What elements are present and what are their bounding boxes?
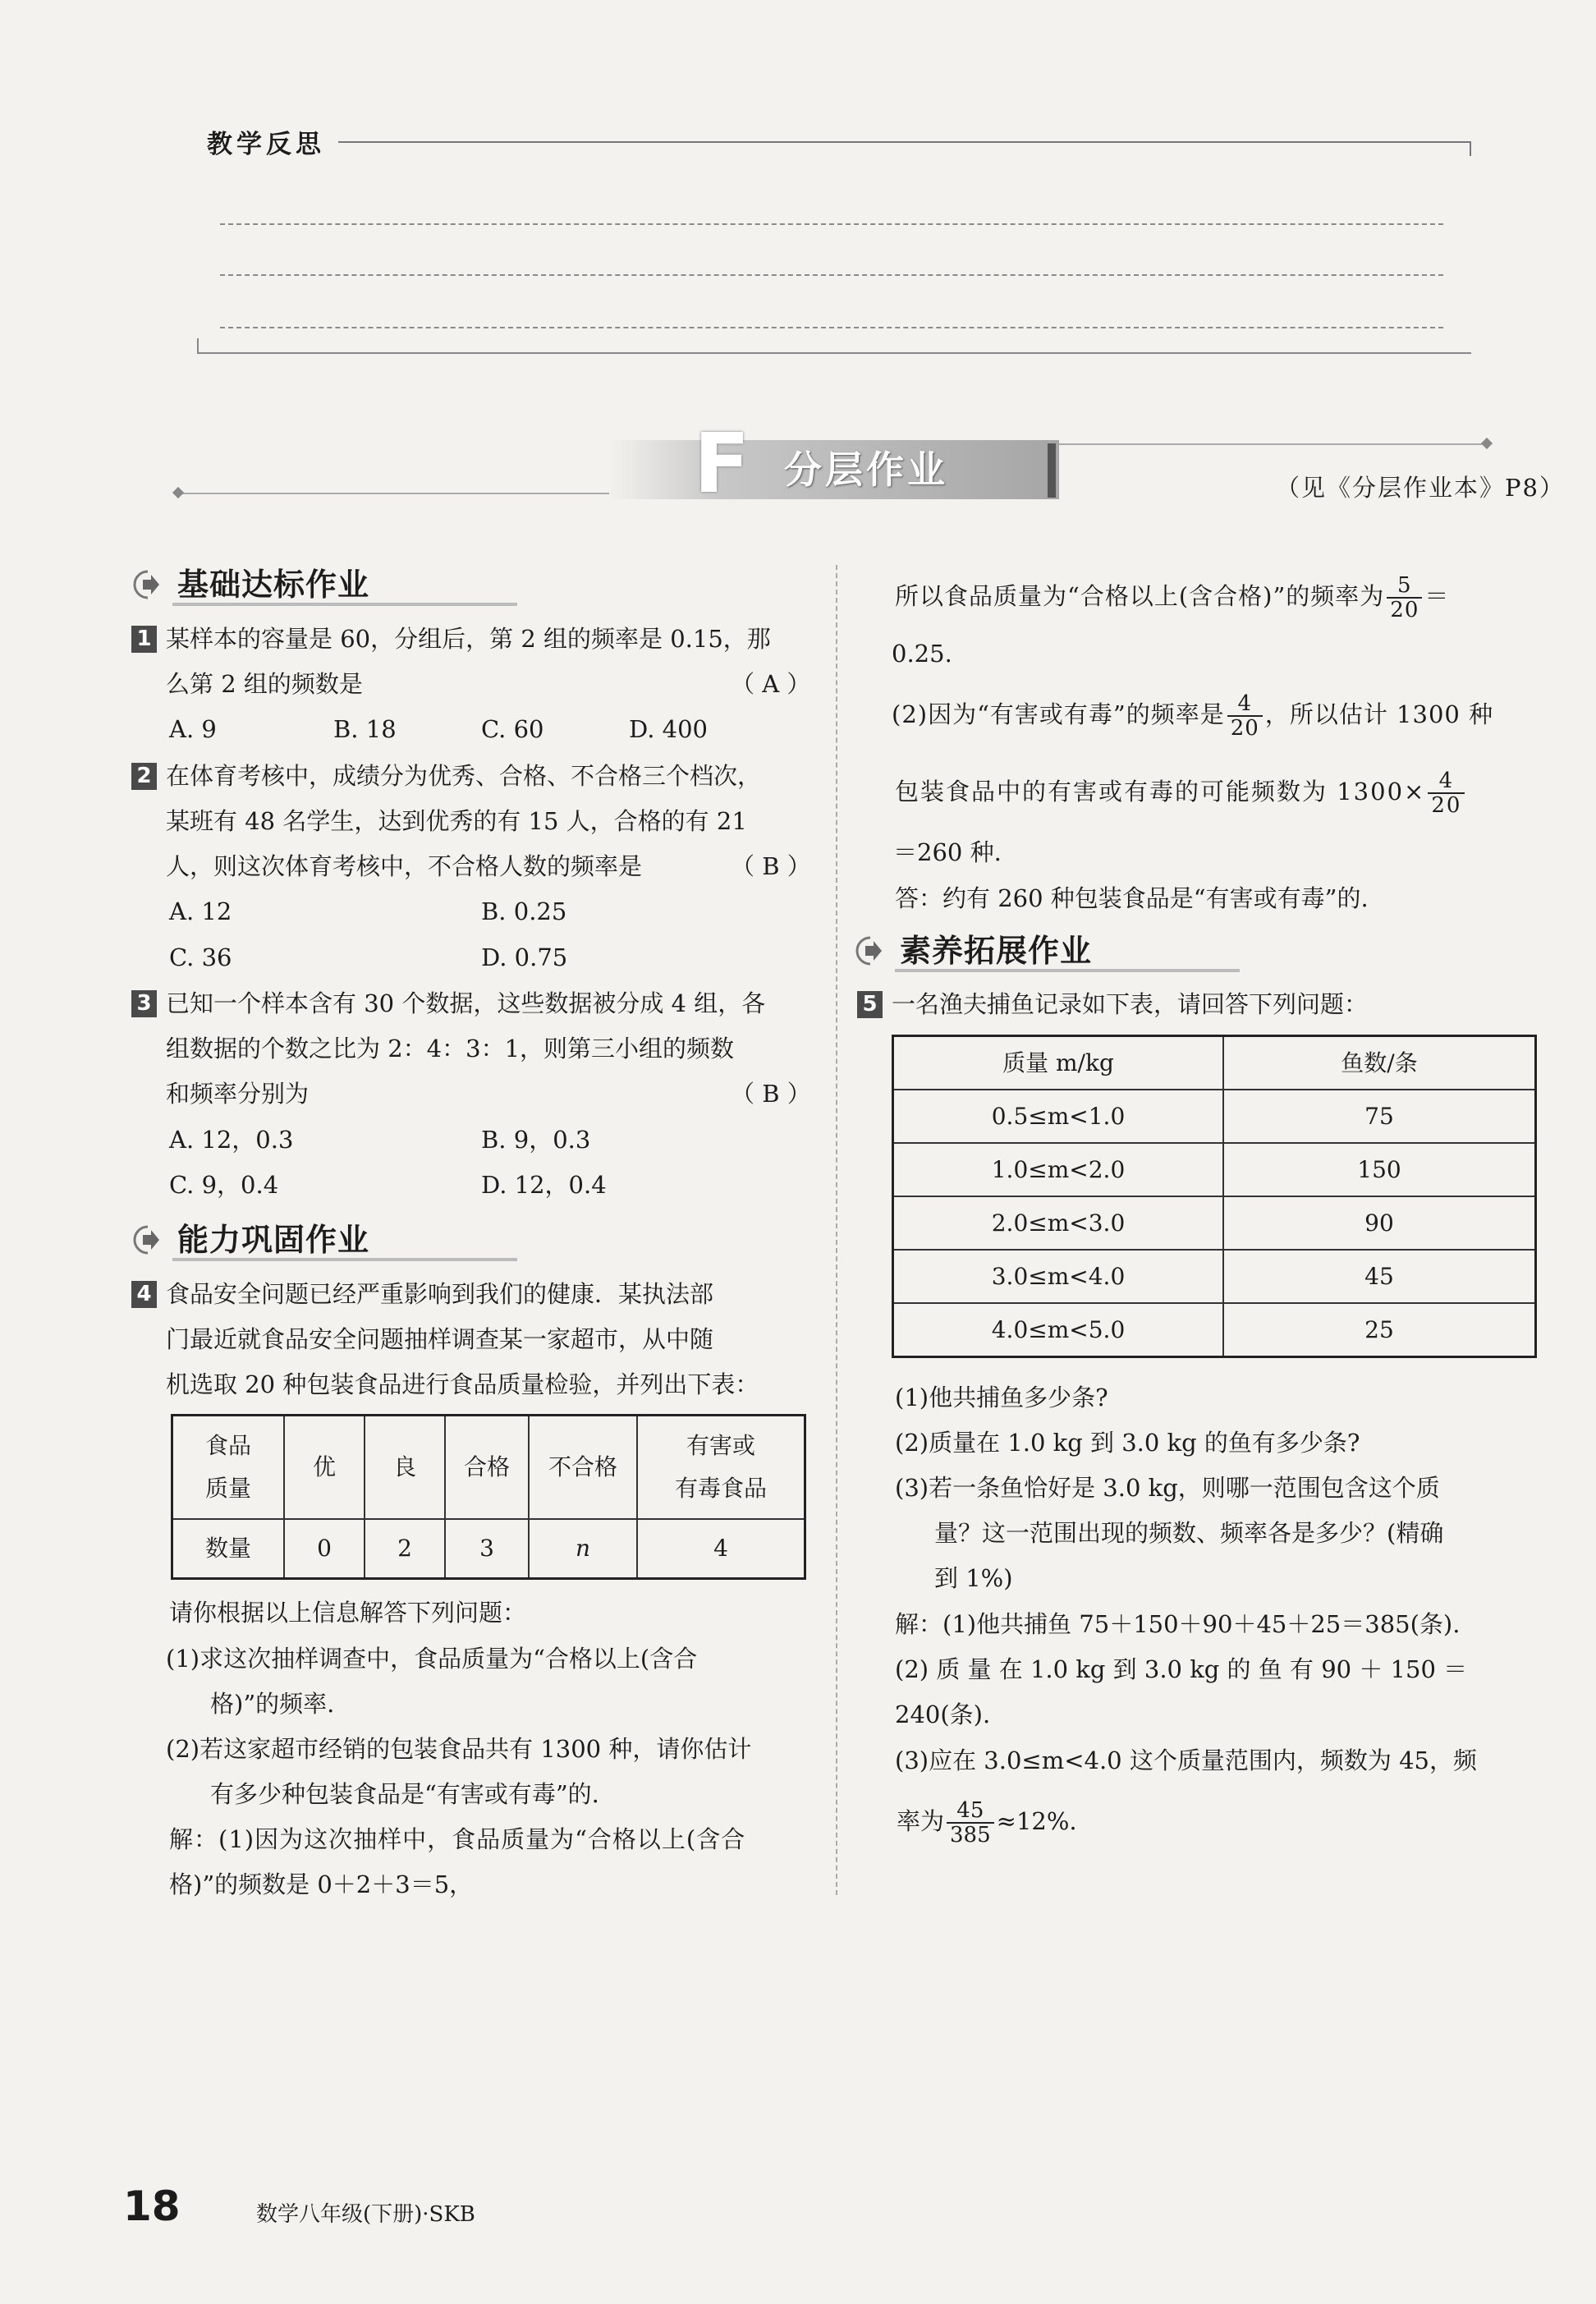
table-header-cell: [172, 1416, 285, 1520]
fraction-numerator: 4: [1227, 692, 1263, 717]
section-title: 素养拓展作业: [900, 933, 1093, 969]
table-cell: 4.0≤m<5.0: [893, 1303, 1224, 1357]
table-cell: 45: [1223, 1250, 1536, 1303]
equals-sign: ＝: [1424, 582, 1450, 610]
q1-stem-line2: 么第 2 组的频数是: [166, 670, 363, 698]
fraction: [1227, 692, 1263, 740]
table-header-cell: 不合格: [529, 1416, 637, 1520]
fraction-numerator: 4: [1428, 769, 1465, 794]
table-row: [893, 1143, 1536, 1196]
fraction-numerator: 45: [947, 1799, 994, 1824]
question-number: 4: [131, 1281, 157, 1308]
q3-option-c: C. 9，0.4: [169, 1171, 279, 1199]
table-header-cell: 鱼数/条: [1223, 1036, 1536, 1090]
q5-sub3-line1: (3)若一条鱼恰好是 3.0 kg，则哪一范围包含这个质: [895, 1474, 1440, 1502]
q1-option-b: B. 18: [333, 715, 397, 743]
header-text: 质量: [204, 1475, 251, 1502]
table-cell: 1.0≤m<2.0: [893, 1143, 1224, 1196]
banner-right-diamond: [1481, 438, 1493, 449]
q4-sub1-line1: (1)求这次抽样调查中，食品质量为“合格以上(含合: [166, 1645, 698, 1673]
table-row: [893, 1196, 1536, 1250]
fraction: [1387, 574, 1422, 622]
q5-solution-line3: 240(条).: [895, 1700, 991, 1728]
pencil-arrow-icon: [131, 1223, 164, 1256]
table-row: [893, 1303, 1536, 1357]
section-title: 基础达标作业: [177, 567, 370, 603]
q1-stem-line1: 某样本的容量是 60，分组后，第 2 组的频率是 0.15，那: [166, 625, 771, 653]
fraction-denominator: 20: [1431, 793, 1462, 818]
q4-solution-line1: 解：(1)因为这次抽样中，食品质量为“合格以上(含合: [169, 1825, 746, 1853]
q2-option-c: C. 36: [169, 943, 232, 971]
q5-sub2: (2)质量在 1.0 kg 到 3.0 kg 的鱼有多少条?: [895, 1429, 1360, 1457]
q3-option-b: B. 9，0.3: [481, 1126, 591, 1154]
q2-option-b: B. 0.25: [481, 897, 567, 925]
q2-option-a: A. 12: [169, 897, 232, 925]
q1-answer: （ A ）: [731, 670, 811, 698]
table-cell: 2.0≤m<3.0: [893, 1196, 1224, 1250]
q3-stem-line1: 已知一个样本含有 30 个数据，这些数据被分成 4 组，各: [166, 989, 766, 1017]
header-text: 食品: [204, 1432, 251, 1459]
table-cell: 25: [1223, 1303, 1536, 1357]
pencil-arrow-icon: [854, 934, 887, 967]
q4-solution-line4: 0.25.: [892, 640, 952, 668]
page-number: 18: [123, 2182, 181, 2230]
banner-end-bar: [1048, 443, 1056, 498]
question-number: 1: [131, 626, 157, 653]
reflection-left-edge: [197, 338, 199, 353]
reflection-writing-line: [220, 274, 1443, 276]
table-cell: 0: [284, 1519, 365, 1579]
table-cell: 数量: [172, 1519, 285, 1579]
fraction-denominator: 20: [1230, 716, 1259, 741]
q5-sub1: (1)他共捕鱼多少条?: [895, 1384, 1108, 1411]
q5-solution-text: 率为: [897, 1807, 945, 1835]
banner-left-rule: [179, 493, 609, 494]
q4-solution-text: 所以食品质量为“合格以上(含合格)”的频率为: [895, 582, 1385, 610]
section-underline: [172, 603, 517, 606]
q2-stem-line3: 人，则这次体育考核中，不合格人数的频率是: [166, 852, 643, 880]
table-cell: 2: [365, 1519, 445, 1579]
q2-stem-line2: 某班有 48 名学生，达到优秀的有 15 人，合格的有 21: [166, 807, 747, 835]
q5-solution-line5: [897, 1797, 1077, 1847]
table-row: [893, 1250, 1536, 1303]
q5-solution-line4: (3)应在 3.0≤m<4.0 这个质量范围内，频数为 45，频: [895, 1746, 1477, 1774]
q4-solution-line7: ＝260 种.: [893, 838, 1002, 866]
q5-sub3-line2: 量？这一范围出现的频数、频率各是多少？(精确: [934, 1519, 1444, 1547]
q4-solution-line5: [892, 690, 1493, 740]
q4-solution-text: ，所以估计 1300 种: [1264, 700, 1494, 728]
q4-stem-line1: 食品安全问题已经严重影响到我们的健康．某执法部: [166, 1280, 714, 1308]
q4-sub1-line2: 格)”的频率.: [210, 1690, 335, 1718]
q3-option-d: D. 12，0.4: [481, 1171, 607, 1199]
reflection-bottom-rule: [197, 352, 1471, 354]
q3-stem-line2: 组数据的个数之比为 2：4：3：1，则第三小组的频数: [166, 1035, 735, 1063]
banner-left-diamond: [172, 487, 184, 498]
reflection-title: 教学反思: [207, 130, 325, 159]
table-row: [893, 1090, 1536, 1143]
section-title: 能力巩固作业: [177, 1222, 370, 1258]
q5-stem: 一名渔夫捕鱼记录如下表，请回答下列问题：: [892, 990, 1369, 1018]
reflection-writing-line: [220, 223, 1443, 225]
table-cell: 150: [1223, 1143, 1536, 1196]
column-divider: [836, 565, 837, 1895]
q1-option-a: A. 9: [169, 715, 217, 743]
q5-solution-line1: 解：(1)他共捕鱼 75＋150＋90＋45＋25＝385(条).: [895, 1610, 1461, 1638]
fraction: [947, 1799, 994, 1847]
table-cell: 75: [1223, 1090, 1536, 1143]
table-header-cell: 优: [284, 1416, 365, 1520]
fraction-numerator: 5: [1387, 574, 1422, 599]
section-underline: [895, 969, 1240, 972]
q4-solution-answer: 答：约有 260 种包装食品是“有害或有毒”的.: [895, 884, 1369, 912]
q5-solution-line2: (2) 质 量 在 1.0 kg 到 3.0 kg 的 鱼 有 90 ＋ 150 ＝: [895, 1655, 1468, 1683]
fish-catch-table: [892, 1035, 1537, 1358]
q4-prompt: 请你根据以上信息解答下列问题：: [169, 1599, 527, 1627]
q4-stem-line3: 机选取 20 种包装食品进行食品质量检验，并列出下表：: [166, 1370, 759, 1398]
header-text: 有毒食品: [674, 1475, 767, 1502]
fraction-denominator: 385: [950, 1823, 991, 1847]
q4-sub2-line2: 有多少种包装食品是“有害或有毒”的.: [210, 1780, 599, 1808]
book-title: 数学八年级(下册)·SKB: [256, 2202, 475, 2227]
fraction: [1428, 769, 1465, 817]
pencil-arrow-icon: [131, 568, 164, 601]
q2-option-d: D. 0.75: [481, 943, 568, 971]
food-quality-table: [171, 1414, 806, 1580]
q4-solution-line3: [895, 571, 1449, 622]
q5-sub3-line3: 到 1%): [934, 1564, 1013, 1592]
question-number: 3: [131, 990, 157, 1017]
reflection-writing-line: [220, 327, 1443, 328]
table-cell: 3: [445, 1519, 529, 1579]
fraction-denominator: 20: [1390, 598, 1419, 622]
table-cell: n: [529, 1519, 637, 1579]
banner-reference: （见《分层作业本》P8）: [1276, 474, 1565, 502]
table-cell: 3.0≤m<4.0: [893, 1250, 1224, 1303]
q2-stem-line1: 在体育考核中，成绩分为优秀、合格、不合格三个档次，: [166, 762, 762, 790]
header-text: 有害或: [686, 1432, 755, 1459]
banner-letter-icon: F: [694, 415, 750, 512]
q4-solution-line2: 格)”的频数是 0＋2＋3＝5，: [169, 1870, 474, 1898]
q4-sub2-line1: (2)若这家超市经销的包装食品共有 1300 种，请你估计: [166, 1735, 752, 1763]
q2-answer: （ B ）: [731, 852, 811, 880]
q1-option-c: C. 60: [481, 715, 544, 743]
table-cell: 4: [637, 1519, 805, 1579]
table-cell: 90: [1223, 1196, 1536, 1250]
table-header-row: [172, 1416, 805, 1520]
q4-solution-text: (2)因为“有害或有毒”的频率是: [892, 700, 1225, 728]
table-header-cell: [637, 1416, 805, 1520]
table-header-row: [893, 1036, 1536, 1090]
table-row: [172, 1519, 805, 1579]
table-header-cell: 合格: [445, 1416, 529, 1520]
banner-title: 分层作业: [784, 447, 948, 492]
q4-solution-text: 包装食品中的有害或有毒的可能频数为 1300×: [895, 778, 1426, 805]
banner-right-rule: [1059, 443, 1486, 445]
q4-stem-line2: 门最近就食品安全问题抽样调查某一家超市，从中随: [166, 1325, 714, 1353]
q5-solution-text: ≈12%.: [996, 1807, 1077, 1835]
q3-stem-line3: 和频率分别为: [166, 1080, 310, 1108]
reflection-right-edge: [1470, 141, 1471, 156]
q1-option-d: D. 400: [629, 715, 709, 743]
q3-option-a: A. 12，0.3: [169, 1126, 294, 1154]
question-number: 2: [131, 763, 157, 790]
section-underline: [172, 1258, 517, 1261]
q4-solution-line6: [895, 767, 1467, 817]
reflection-top-rule: [338, 141, 1471, 143]
q3-answer: （ B ）: [731, 1080, 811, 1108]
table-header-cell: 良: [365, 1416, 445, 1520]
table-header-cell: 质量 m/kg: [893, 1036, 1224, 1090]
question-number: 5: [857, 991, 883, 1018]
table-cell: 0.5≤m<1.0: [893, 1090, 1224, 1143]
